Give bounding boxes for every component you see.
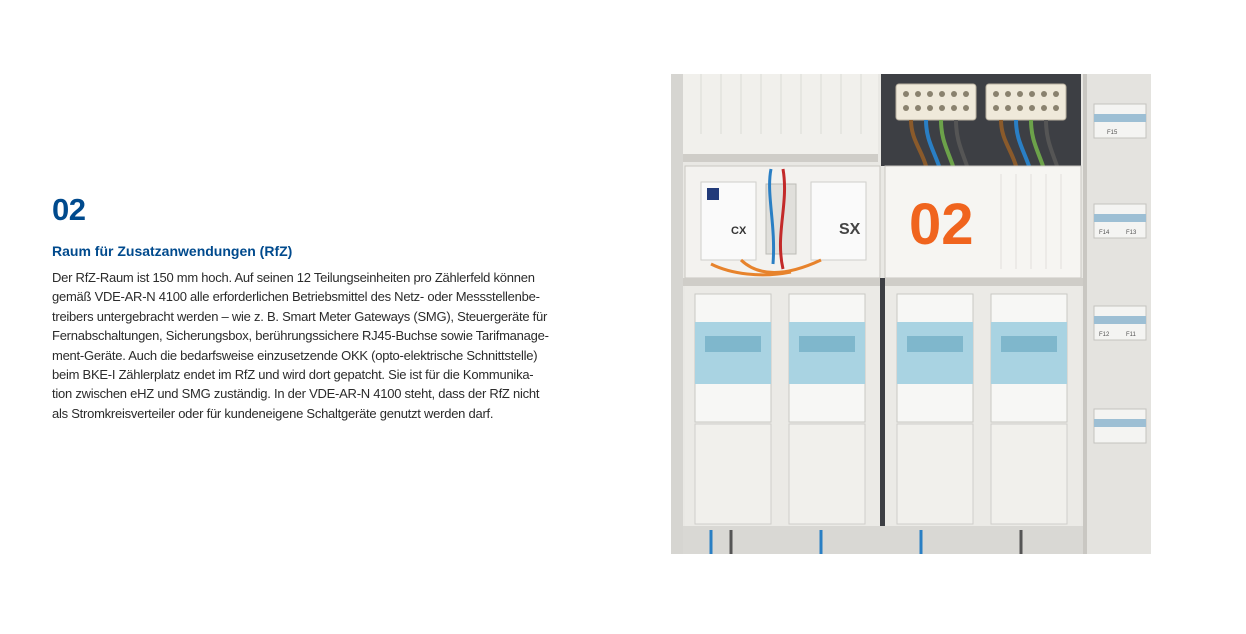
body-line: Fernabschaltungen, Sicherungsbox, berührungssichere RJ45-Buchse sowie Tarifmanage-: [52, 328, 549, 344]
body-line: Der RfZ-Raum ist 150 mm hoch. Auf seinen 12 Teilungseinheiten pro Zählerfeld können: [52, 270, 535, 285]
section-heading: Raum für Zusatzanwendungen (RfZ): [52, 243, 293, 259]
body-line: ment-Geräte. Auch die bedarfsweise einzusetzende OKK (opto-elektrische Schnittstelle): [52, 347, 538, 363]
body-line: tion zwischen eHZ und SMG zuständig. In der VDE-AR-N 4100 steht, dass der RfZ nicht: [52, 386, 540, 402]
text-column: [52, 192, 617, 423]
breaker-label: F12: [1099, 332, 1110, 338]
device-label-sx: SX: [839, 221, 861, 238]
device-label-cx: CX: [731, 225, 747, 237]
body-line: als Stromkreisverteiler oder für kundeneigene Schaltgeräte genutzt werden darf.: [52, 405, 494, 421]
section-number: 02: [52, 192, 86, 227]
body-line: beim BKE-I Zählerplatz endet im RfZ und wird dort gepatcht. Sie ist für die Kommunika-: [52, 367, 534, 383]
overlay-number: 02: [909, 192, 974, 257]
breaker-label: F11: [1126, 332, 1136, 338]
section-body: [52, 268, 617, 423]
meter-cabinet-photo: [671, 74, 1151, 554]
breaker-label: F15: [1107, 130, 1118, 136]
breaker-label: F13: [1126, 230, 1137, 236]
body-line: gemäß VDE-AR-N 4100 alle erforderlichen Betriebsmittel des Netz- oder Messstellenbe-: [52, 289, 540, 305]
body-line: treibers untergebracht werden – wie z. B. Smart Meter Gateways (SMG), Steuergeräte für: [52, 308, 548, 324]
breaker-label: F14: [1099, 230, 1110, 236]
